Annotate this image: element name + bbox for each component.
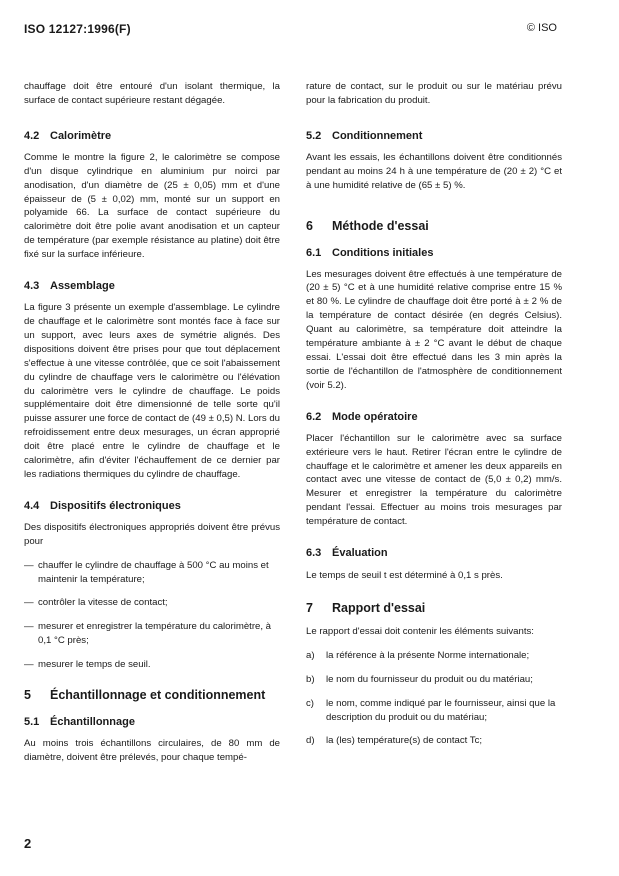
right-column	[306, 80, 562, 748]
section-heading-4-4	[24, 500, 280, 512]
section-number: 5.2	[306, 129, 322, 142]
right-intro-paragraph: rature de contact, sur le produit ou sur le matériau prévu pour la fabrication du produit.	[306, 81, 562, 106]
section-number: 6	[306, 218, 313, 233]
section-number: 5.1	[24, 716, 40, 729]
section-4-2-paragraph: Comme le montre la figure 2, le calorimètre se compose d'un disque cylindrique en aluminium pur noirci par anodisation, d'un diamètre de (25 ± 0,05) mm et d'une épaisseur de (5 ± 0,02) mm, monté sur un support en polyamide 66. La surface de contact supérieure du calorimètre doit être polie avant anodisation et un capteur de température (par exemple résistance au platine) doit être fixé sur la surface inférieure.	[24, 151, 280, 261]
section-4-4-paragraph: Des dispositifs électroniques appropriés doivent être prévus pour	[24, 521, 280, 547]
section-number: 4.4	[24, 499, 40, 512]
copyright-mark: © ISO	[526, 22, 557, 34]
section-6-1-paragraph: Les mesurages doivent être effectués à une température de (20 ± 5) °C et à une humidité relative comprise entre 15 % et 80 %. Le cylindre de chauffage doit être porté à ± 2 % de la température de contact désirée (en degrés Celsius). Quant au calorimètre, sa température doit atteindre la température ambiante à ± 2 °C avant le début de chaque essai. L'essai doit être effectué dans les 3 min après la sortie de l'échantillon de l'atmosphère de conditionnement (voir 5.2).	[306, 268, 562, 391]
section-title: Conditions initiales	[332, 246, 434, 259]
section-number: 6.1	[306, 246, 322, 259]
list-item: — contrôler la vitesse de contact;	[24, 597, 168, 609]
section-title: Rapport d'essai	[332, 600, 426, 615]
list-item: — mesurer le temps de seuil.	[24, 659, 151, 671]
section-heading-5-2	[306, 130, 562, 142]
section-title: Calorimètre	[50, 129, 112, 142]
section-7-paragraph: Le rapport d'essai doit contenir les éléments suivants:	[306, 625, 534, 637]
section-title: Conditionnement	[332, 129, 423, 142]
standard-reference: ISO 12127:1996(F)	[24, 22, 131, 36]
left-column	[24, 80, 280, 765]
section-heading-6-1	[306, 247, 562, 259]
section-title: Échantillonnage	[50, 716, 135, 729]
section-5-1-paragraph: Au moins trois échantillons circulaires, de 80 mm de diamètre, doivent être prélevés, pour chaque tempé-	[24, 738, 280, 763]
section-heading-4-3	[24, 280, 280, 292]
section-title: Assemblage	[50, 280, 115, 293]
list-item: d) la (les) température(s) de contact Tc;	[306, 735, 483, 747]
section-title: Dispositifs électroniques	[50, 499, 181, 512]
section-number: 7	[306, 600, 313, 615]
section-number: 4.2	[24, 129, 40, 142]
section-title: Mode opératoire	[332, 410, 418, 423]
section-title: Méthode d'essai	[332, 218, 429, 233]
list-item: — mesurer et enregistrer la température du calorimètre, à 0,1 °C près;	[24, 621, 272, 647]
list-item: — chauffer le cylindre de chauffage à 500 °C au moins et maintenir la température;	[24, 559, 269, 585]
section-heading-4-2	[24, 130, 280, 142]
section-number: 5	[24, 688, 31, 703]
section-heading-6-2	[306, 411, 562, 423]
section-6-2-paragraph: Placer l'échantillon sur le calorimètre avec sa surface extérieure vers le haut. Retirer l'écran entre le cylindre de chauffage et le calorimètre et amener les deux appareils en contact avec une vitesse de contact de (5,0 ± 0,2) mm/s. Mesurer et enregistrer la température du calorimètre pendant l'essai. Effectuer au moins trois mesurages par température de contact.	[306, 432, 562, 528]
section-number: 6.3	[306, 547, 322, 560]
page-number: 2	[24, 836, 32, 851]
section-heading-6	[306, 219, 562, 233]
section-heading-5-1	[24, 716, 280, 728]
section-number: 4.3	[24, 280, 40, 293]
section-heading-6-3	[306, 547, 562, 559]
section-4-3-paragraph: La figure 3 présente un exemple d'assemblage. Le cylindre de chauffage et le calorimètre sont montés face à face sur un support, avec leurs axes de symétrie alignés. Des dispositions doivent être prises pour que tout déplacement s'effectue à une vitesse contrôlée, que ce soit l'abaissement du cylindre de chauffage vers le calorimètre ou l'élévation du calorimètre vers le cylindre de chauffage. Le poids supplémentaire doit être dimensionné de telle sorte qu'il puisse assurer une force de contact de (49 ± 0,5) N. Lors du refroidissement entre deux mesurages, un écran approprié doit être placé entre le cylindre de chauffage et le calorimètre, afin d'éviter l'échauffement de ce dernier par les radiations thermiques du cylindre de chauffage.	[24, 302, 280, 480]
dash-list	[24, 559, 280, 672]
section-number: 6.2	[306, 410, 322, 423]
section-6-3-paragraph: Le temps de seuil t est déterminé à 0,1 s près.	[306, 570, 503, 582]
section-heading-7	[306, 601, 562, 615]
section-heading-5	[24, 688, 280, 702]
left-intro-paragraph: chauffage doit être entouré d'un isolant thermique, la surface de contact supérieure restant dégagée.	[24, 81, 280, 106]
section-5-2-paragraph: Avant les essais, les échantillons doivent être conditionnés pendant au moins 24 h à une température de (20 ± 2) °C et à une humidité relative de (65 ± 5) %.	[306, 151, 562, 191]
list-item: c) le nom, comme indiqué par le fournisseur, ainsi que la description du produit ou du matériau;	[306, 697, 556, 723]
list-item: b) le nom du fournisseur du produit ou du matériau;	[306, 673, 533, 685]
section-title: Évaluation	[332, 547, 388, 560]
lettered-list	[306, 649, 562, 749]
list-item: a) la référence à la présente Norme internationale;	[306, 649, 530, 661]
section-title: Échantillonnage et conditionnement	[50, 688, 266, 703]
